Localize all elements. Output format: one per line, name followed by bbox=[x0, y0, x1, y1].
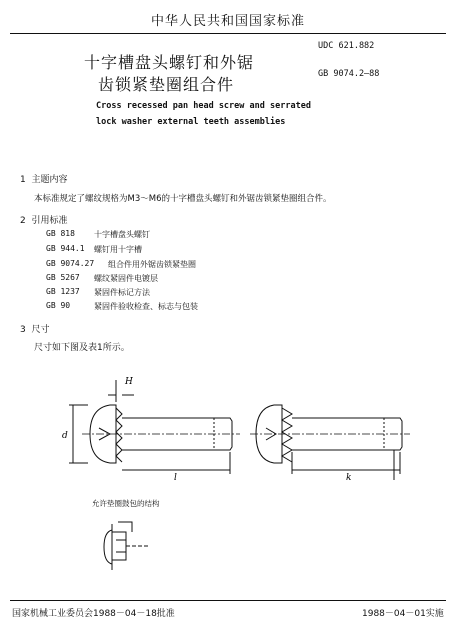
section-1-heading: 1 主题内容 bbox=[20, 175, 68, 185]
english-title-line-1: Cross recessed pan head screw and serrated bbox=[96, 101, 311, 111]
title-line-2: 齿锁紧垫圈组合件 bbox=[98, 75, 235, 94]
gb-number: GB 9074.2—88 bbox=[318, 69, 380, 79]
ref-code: GB 90 bbox=[46, 301, 71, 310]
washer-teeth-left bbox=[116, 408, 122, 462]
implementation-date: 1988－04－01实施 bbox=[362, 609, 444, 619]
ref-code: GB 818 bbox=[46, 229, 75, 238]
ref-name: 紧固件验收检查、标志与包装 bbox=[94, 302, 198, 311]
ref-code: GB 1237 bbox=[46, 287, 80, 296]
ref-code: GB 944.1 bbox=[46, 244, 85, 253]
ref-code: GB 9074.27 bbox=[46, 259, 95, 268]
ref-name: 螺纹紧固件电镀层 bbox=[94, 274, 158, 283]
english-title-line-2: lock washer external teeth assemblies bbox=[96, 117, 286, 127]
title-line-1: 十字槽盘头螺钉和外锯 bbox=[84, 53, 255, 72]
dim-l-label: l bbox=[174, 473, 177, 483]
section-3-body: 尺寸如下图及表1所示。 bbox=[34, 343, 130, 353]
dim-dk-label: d bbox=[62, 431, 68, 441]
approval-date: 国家机械工业委员会1988－04－18批准 bbox=[12, 609, 175, 619]
ref-code: GB 5267 bbox=[46, 273, 80, 282]
ref-name: 十字槽盘头螺钉 bbox=[94, 230, 150, 239]
detail-caption: 允许垫圈鼓包的结构 bbox=[92, 499, 160, 508]
standard-header: 中华人民共和国国家标准 bbox=[150, 14, 305, 29]
section-3-heading: 3 尺寸 bbox=[20, 325, 50, 335]
washer-teeth-right bbox=[282, 408, 292, 462]
section-1-body: 本标准规定了螺纹规格为M3～M6的十字槽盘头螺钉和外锯齿锁紧垫圈组合件。 bbox=[34, 194, 332, 204]
dim-k-label: k bbox=[346, 473, 352, 483]
ref-name: 紧固件标记方法 bbox=[94, 288, 150, 297]
dim-h-label: H bbox=[125, 377, 133, 387]
udc-code: UDC 621.882 bbox=[318, 41, 375, 51]
ref-name: 组合件用外锯齿锁紧垫圈 bbox=[108, 260, 196, 269]
section-2-heading: 2 引用标准 bbox=[20, 216, 68, 226]
footer-rule bbox=[10, 600, 446, 601]
ref-name: 螺钉用十字槽 bbox=[94, 245, 142, 254]
